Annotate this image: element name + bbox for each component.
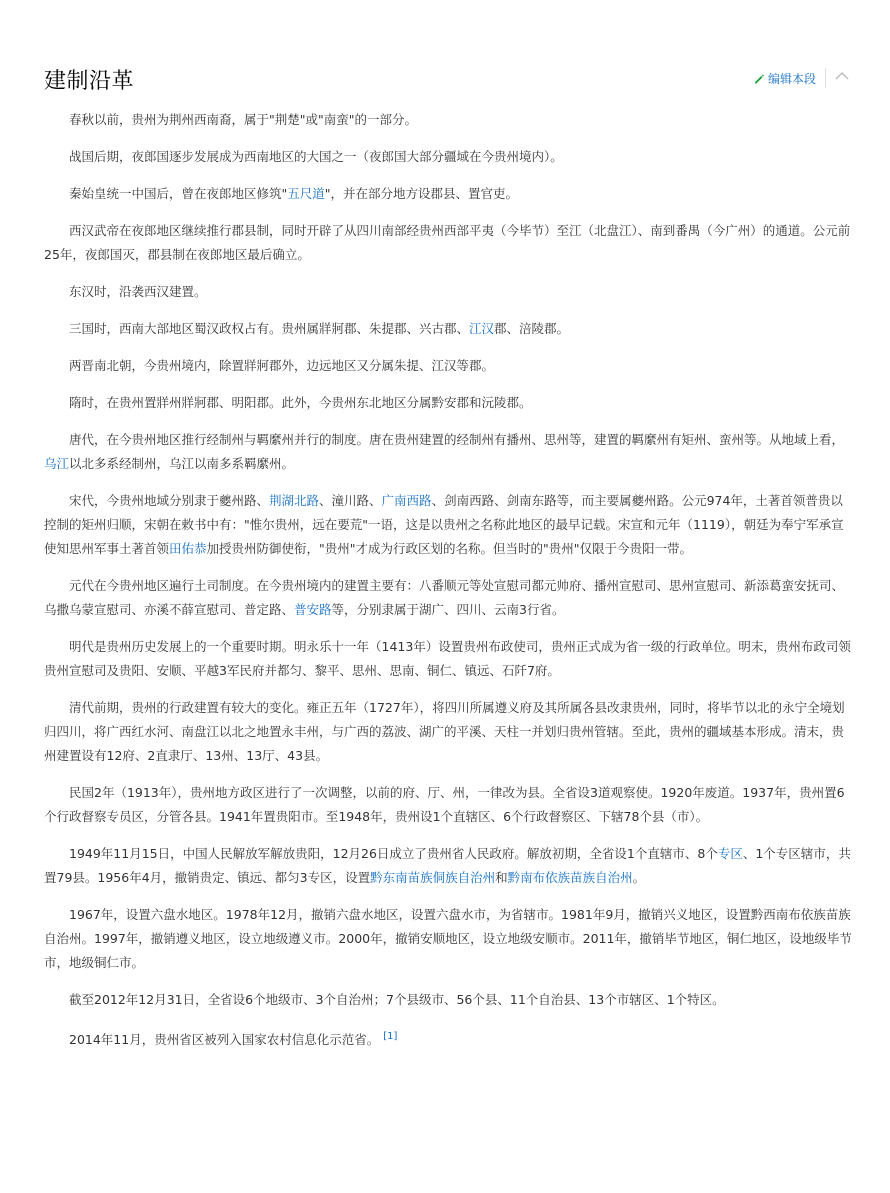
paragraph-text: 明代是贵州历史发展上的一个重要时期。明永乐十一年（1413年）设置贵州布政使司，贵州正式成为省一级的行政单位。明末，贵州布政司领贵州宣慰司及贵阳、安顺、平越3军民府并都匀、黎平、思州、思南、铜仁、镇远、石阡7府。	[44, 639, 851, 678]
paragraph	[44, 108, 854, 132]
edit-section-label: 编辑本段	[767, 72, 816, 86]
paragraph-text: 和	[495, 870, 508, 885]
inline-link[interactable]: 广南西路	[381, 493, 432, 508]
paragraph-text: 秦始皇统一中国后，曾在夜郎地区修筑"	[69, 186, 288, 201]
paragraph-text: 等，分别隶属于湖广、四川、云南3行省。	[331, 602, 565, 617]
paragraph-text: 宋代，今贵州地域分别隶于夔州路、	[69, 493, 270, 508]
paragraph	[44, 1025, 854, 1052]
paragraph	[44, 489, 854, 561]
paragraph	[44, 842, 854, 890]
inline-link[interactable]: 五尺道	[287, 186, 325, 201]
paragraph-text: 加授贵州防御使衔，"贵州"才成为行政区划的名称。但当时的"贵州"仅限于今贵阳一带。	[206, 541, 693, 556]
inline-link[interactable]: 乌江	[44, 456, 70, 471]
paragraph	[44, 635, 854, 683]
paragraph	[44, 696, 854, 768]
paragraph-text: 民国2年（1913年），贵州地方政区进行了一次调整，以前的府、厅、州，一律改为县。全省设3道观察使。1920年废道。1937年，贵州置6个行政督察专员区，分管各县。1941年置贵阳市。至1948年，贵州设1个直辖区、6个行政督察区、下辖78个县（市）。	[44, 785, 845, 824]
paragraph-text: 、1个专区辖市，共置79县。1956年4月，撤销贵定、镇远、都匀3专区，设置	[44, 846, 851, 885]
paragraph-text: 截至2012年12月31日，全省设6个地级市、3个自治州；7个县级市、56个县、11个自治县、13个市辖区、1个特区。	[69, 992, 725, 1007]
inline-link[interactable]: 黔东南苗族侗族自治州	[370, 870, 496, 885]
paragraph	[44, 428, 854, 476]
pencil-icon	[753, 73, 765, 85]
edit-section-link[interactable]	[753, 70, 816, 87]
paragraph-text: 、剑南西路、剑南东路等，而主要属夔州路。公元974年，土著首领普贵以控制的矩州归顺，宋朝在敕书中有："惟尔贵州，远在要荒"一语，这是以贵州之名称此地区的最早记载。宋宣和元年（1119），朝廷为奉宁军承宣使知思州军事土著首领	[44, 493, 844, 556]
inline-link[interactable]: 江汉	[469, 321, 495, 336]
header-divider	[825, 68, 826, 88]
section-title: 建制沿革	[44, 69, 135, 94]
paragraph-text: 以北多系经制州，乌江以南多系羁縻州。	[69, 456, 295, 471]
paragraph-text: 隋时，在贵州置牂州牂牁郡、明阳郡。此外，今贵州东北地区分属黔安郡和沅陵郡。	[69, 395, 532, 410]
section-body	[44, 108, 854, 1065]
reference-link[interactable]: [1]	[383, 1031, 398, 1042]
section-header	[44, 62, 854, 98]
paragraph-text: 春秋以前，贵州为荆州西南裔，属于"荆楚"或"南蛮"的一部分。	[69, 112, 417, 127]
paragraph-text: 东汉时，沿袭西汉建置。	[69, 284, 207, 299]
paragraph	[44, 903, 854, 975]
inline-link[interactable]: 荆湖北路	[269, 493, 320, 508]
paragraph	[44, 354, 854, 378]
inline-link[interactable]: 黔南布依族苗族自治州	[507, 870, 633, 885]
inline-link[interactable]: 田佑恭	[169, 541, 207, 556]
paragraph	[44, 781, 854, 829]
collapse-section-button[interactable]	[832, 66, 852, 86]
paragraph	[44, 145, 854, 169]
paragraph-text: 、潼川路、	[319, 493, 382, 508]
paragraph-text: 三国时，西南大部地区蜀汉政权占有。贵州属牂牁郡、朱提郡、兴古郡、	[69, 321, 470, 336]
paragraph-text: 唐代，在今贵州地区推行经制州与羁縻州并行的制度。唐在贵州建置的经制州有播州、思州等，建置的羁縻州有矩州、蛮州等。从地域上看，	[69, 432, 845, 447]
paragraph	[44, 988, 854, 1012]
paragraph	[44, 280, 854, 304]
paragraph	[44, 391, 854, 415]
paragraph-text: 2014年11月，贵州省区被列入国家农村信息化示范省。	[69, 1032, 380, 1048]
paragraph-text: 元代在今贵州地区遍行土司制度。在今贵州境内的建置主要有：八番顺元等处宣慰司都元帅府、播州宣慰司、思州宣慰司、新添葛蛮安抚司、乌撒乌蒙宣慰司、亦溪不薛宣慰司、普定路、	[44, 578, 845, 617]
paragraph-text: 战国后期，夜郎国逐步发展成为西南地区的大国之一（夜郎国大部分疆域在今贵州境内）。	[69, 149, 563, 164]
paragraph-text: 西汉武帝在夜郎地区继续推行郡县制，同时开辟了从四川南部经贵州西部平夷（今毕节）至江（北盘江）、南到番禺（今广州）的通道。公元前25年，夜郎国灭，郡县制在夜郎地区最后确立。	[44, 223, 851, 262]
paragraph-text: 1967年，设置六盘水地区。1978年12月，撤销六盘水地区，设置六盘水市，为省辖市。1981年9月，撤销兴义地区，设置黔西南布依族苗族自治州。1997年，撤销遵义地区，设立地级遵义市。2000年，撤销安顺地区，设立地级安顺市。2011年，撤销毕节地区，铜仁地区，设地级毕节市，地级铜仁市。	[44, 907, 852, 970]
paragraph-text: "，并在部分地方设郡县、置官吏。	[324, 186, 519, 201]
paragraph	[44, 219, 854, 267]
inline-link[interactable]: 专区	[717, 846, 743, 861]
paragraph-text: 1949年11月15日，中国人民解放军解放贵阳，12月26日成立了贵州省人民政府。解放初期，全省设1个直辖市、8个	[69, 846, 718, 861]
paragraph	[44, 182, 854, 206]
paragraph-text: 。	[632, 870, 646, 885]
paragraph-text: 清代前期，贵州的行政建置有较大的变化。雍正五年（1727年），将四川所属遵义府及其所属各县改隶贵州，同时，将毕节以北的永宁全境划归四川，将广西红水河、南盘江以北之地置永丰州，与广西的荔波、湖广的平溪、天柱一并划归贵州管辖。至此，贵州的疆域基本形成。清末，贵州建置设有12府、2直隶厅、13州、13厅、43县。	[44, 700, 845, 763]
paragraph-text: 两晋南北朝，今贵州境内，除置牂牁郡外，边远地区又分属朱提、江汉等郡。	[69, 358, 495, 373]
paragraph	[44, 574, 854, 622]
inline-link[interactable]: 普安路	[294, 602, 332, 617]
paragraph	[44, 317, 854, 341]
paragraph-text: 郡、涪陵郡。	[494, 321, 570, 336]
chevron-up-icon	[832, 66, 852, 86]
